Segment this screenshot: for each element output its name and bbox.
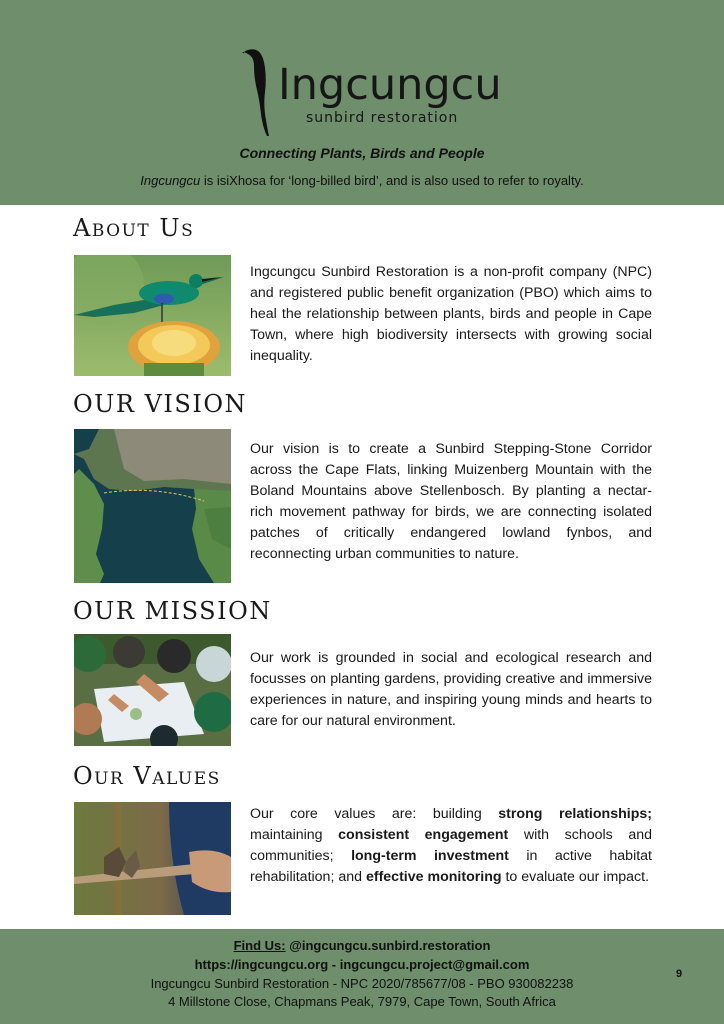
vision-text: Our vision is to create a Sunbird Stepping-Stone Corridor across the Cape Flats, linking Muizenberg Mountain with the Boland Mountains above Stellenbosch. By planting a nectar-rich movement pathway for birds, we are connecting isolated patches of critically endangered lowland fynbos, and reconnecting urban communities to nature.	[250, 441, 652, 562]
tagline: Connecting Plants, Birds and People	[239, 145, 485, 161]
value-effective-monitoring: effective monitoring	[365, 869, 502, 885]
mission-title: OUR MISSION	[73, 597, 272, 625]
vision-title: OUR VISION	[73, 390, 248, 418]
mission-text: Our work is grounded in social and ecological research and focusses on planting gardens, providing creative and immersive experiences in nature, and inspiring young minds and hearts to care for our natural environment.	[250, 650, 652, 729]
page-number: 9	[676, 968, 683, 980]
social-handle[interactable]: @ingcungcu.sunbird.restoration	[285, 938, 491, 953]
meaning-word: Ingcungcu	[140, 173, 201, 188]
registration-line: Ingcungcu Sunbird Restoration - NPC 2020/785677/08 - PBO 930082238	[150, 976, 574, 991]
values-text-4: in active habitat rehabilitation; and	[250, 848, 652, 885]
address-line: 4 Millstone Close, Chapmans Peak, 7979, Cape Town, South Africa	[168, 994, 556, 1009]
values-text-1: Our core values are: building	[250, 806, 499, 822]
value-strong-relationships: strong relationships;	[498, 806, 652, 822]
values-text-5: to evaluate our impact.	[501, 869, 650, 885]
about-title: About Us	[73, 214, 195, 242]
value-long-term-investment: long-term investment	[351, 848, 509, 864]
values-text-2: maintaining	[250, 827, 339, 843]
logo-name: Ingcungcu	[278, 60, 502, 110]
about-text: Ingcungcu Sunbird Restoration is a non-profit company (NPC) and registered public benefit organization (PBO) which aims to heal the relationship between plants, birds and people in Cape Town, where high biodiversity intersects with growing social inequality.	[250, 264, 652, 364]
header-band	[0, 0, 724, 205]
butterfly-photo	[74, 802, 231, 915]
find-us-line	[0, 938, 724, 953]
find-us-label: Find Us:	[233, 938, 286, 953]
sunbird-photo	[74, 255, 231, 376]
values-text-3: with schools and communities;	[250, 827, 652, 864]
web-email-line[interactable]: https://ingcungcu.org - ingcungcu.project@gmail.com	[194, 957, 530, 972]
value-consistent-engagement: consistent engagement	[338, 827, 509, 843]
cape-town-map-photo	[74, 429, 231, 583]
children-activity-photo	[74, 634, 231, 746]
values-text	[250, 804, 652, 888]
logo	[242, 46, 502, 138]
footer-band	[0, 929, 724, 1024]
values-title: Our Values	[73, 762, 221, 790]
name-meaning	[0, 173, 724, 188]
logo-subtitle: sunbird restoration	[306, 110, 459, 126]
meaning-text: is isiXhosa for ‘long-billed bird’, and is also used to refer to royalty.	[200, 173, 584, 188]
